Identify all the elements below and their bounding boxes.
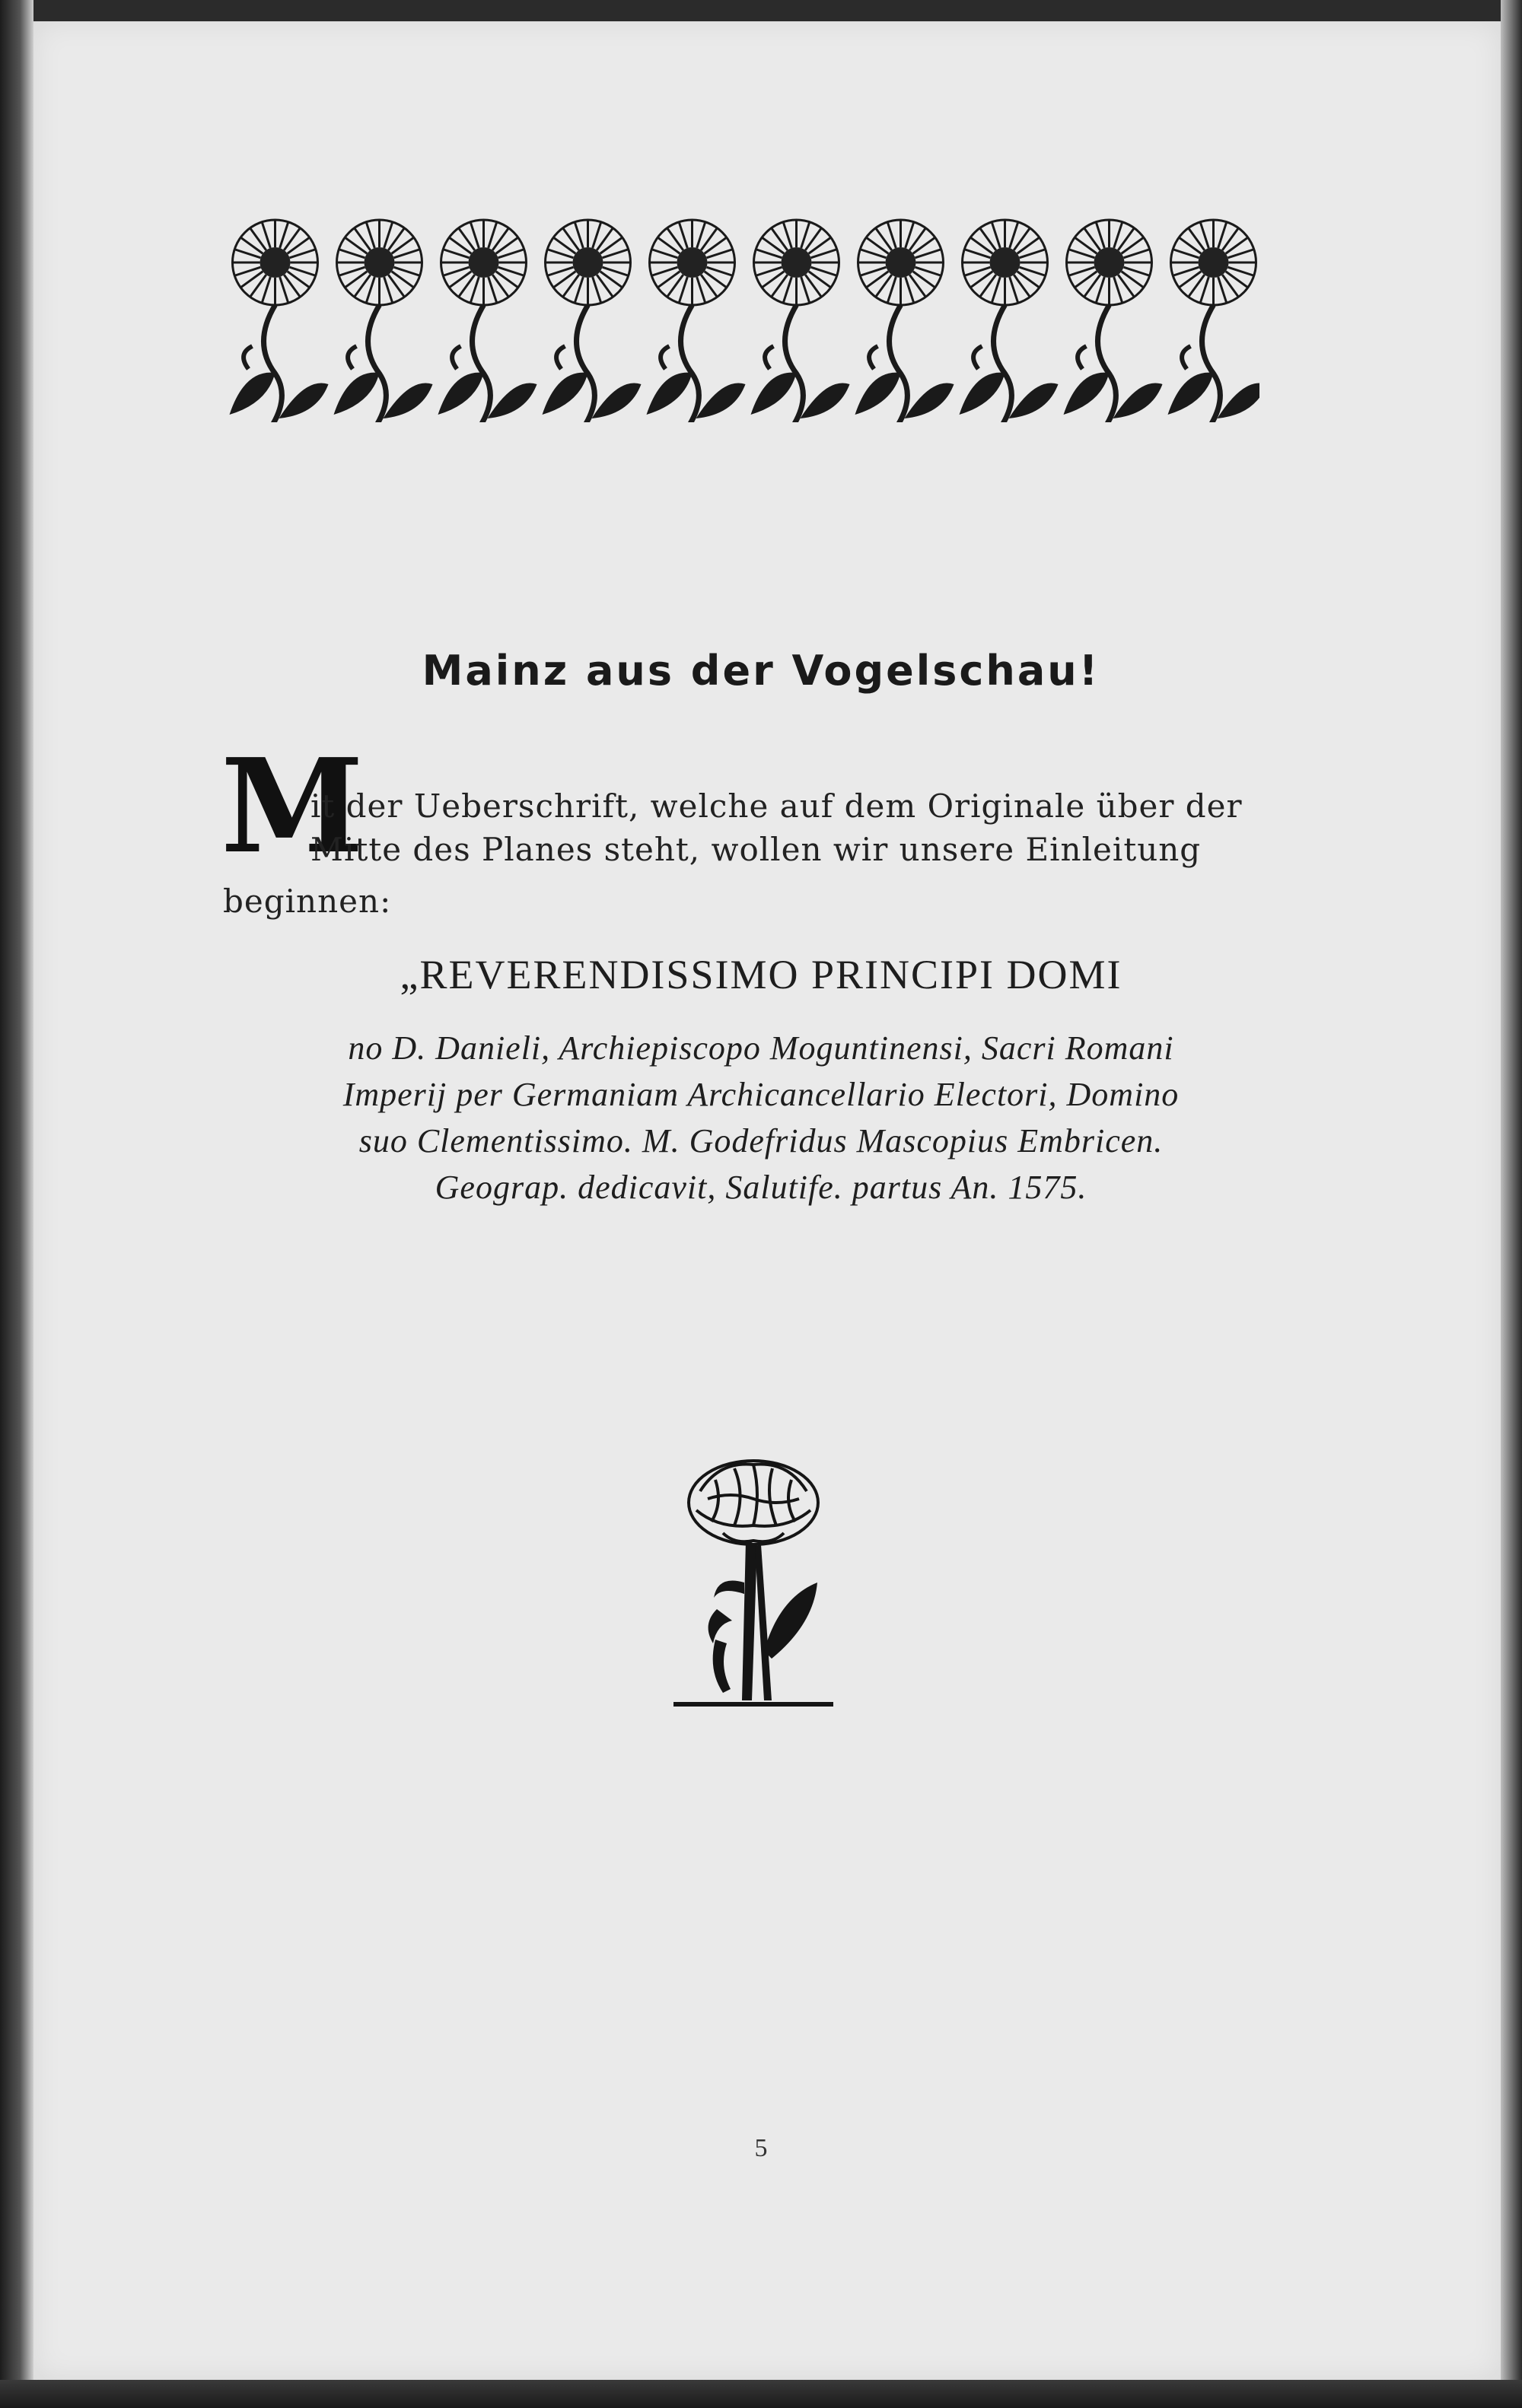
dedication-italic-line-2: Imperij per Germaniam Archicancellario Electori, Domino bbox=[342, 1076, 1180, 1113]
daisy-flower-icon bbox=[230, 220, 329, 422]
daisy-flower-icon bbox=[751, 220, 850, 422]
page-number: 5 bbox=[754, 2134, 768, 2162]
dedication-caps-line: „REVERENDISSIMO PRINCIPI DOMI bbox=[400, 952, 1122, 997]
body-text-line-2: Mitte des Planes steht, wollen wir unsere Einleitung bbox=[310, 831, 1202, 868]
daisy-flower-icon bbox=[855, 220, 954, 422]
body-text-line-3: beginnen: bbox=[223, 883, 392, 920]
daisy-flower-icon bbox=[960, 220, 1059, 422]
daisy-flower-icon bbox=[1168, 220, 1260, 422]
daisy-border-ornament bbox=[217, 217, 1259, 422]
daisy-flower-icon bbox=[647, 220, 746, 422]
chrysanthemum-icon bbox=[670, 1449, 837, 1742]
page-title: Mainz aus der Vogelschau! bbox=[422, 647, 1100, 695]
body-text-line-1: it der Ueberschrift, welche auf dem Originale über der bbox=[310, 787, 1243, 825]
daisy-flower-icon bbox=[543, 220, 642, 422]
dedication-italic-line-1: no D. Danieli, Archiepiscopo Moguntinensi, Sacri Romani bbox=[348, 1029, 1174, 1067]
daisy-flower-icon bbox=[334, 220, 433, 422]
daisy-flower-icon bbox=[1064, 220, 1163, 422]
drop-capital: M bbox=[221, 730, 365, 883]
dedication-italic-line-3: suo Clementissimo. M. Godefridus Mascopius Embricen. bbox=[358, 1122, 1164, 1159]
dedication-italic-line-4: Geograp. dedicavit, Salutife. partus An. 1575. bbox=[435, 1169, 1087, 1206]
page-bottom-edge bbox=[0, 2380, 1522, 2408]
daisy-flower-icon bbox=[438, 220, 537, 422]
